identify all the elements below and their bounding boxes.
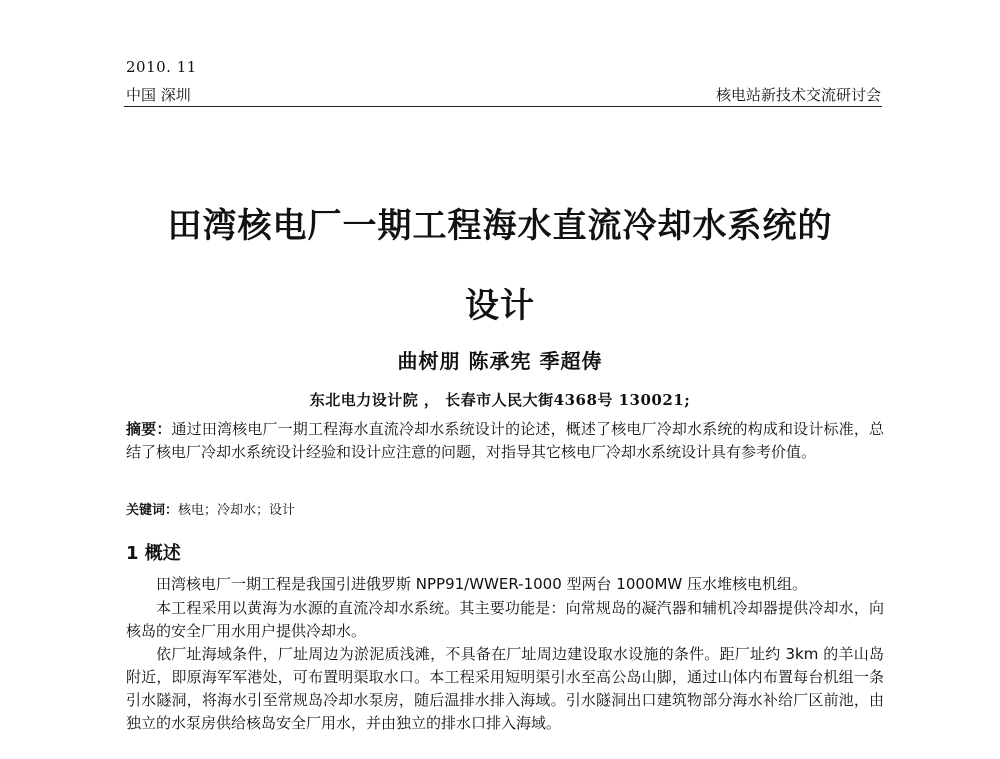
paper-title-line1: 田湾核电厂一期工程海水直流冷却水系统的 — [167, 206, 833, 246]
affiliation: 东北电力设计院 ， 长春市人民大街4368号 130021; — [309, 391, 691, 409]
paper-title-line2: 设计 — [465, 286, 535, 326]
section-heading: 1 概述 — [126, 543, 181, 564]
body-paragraph-3: 依厂址海域条件，厂址周边为淤泥质浅滩，不具备在厂址周边建设取水设施的条件。距厂址约 3km 的羊山岛附近，即原海军军港处，可布置明渠取水口。本工程采用短明渠引水至高公岛山脚，通过山体内布置每台机组一条引水隧洞，将海水引至常规岛冷却水泵房，随后温排水排入海域。引水隧洞出口建筑物部分海水补给厂区前池，由独立的水泵房供给核岛安全厂用水，并由独立的排水口排入海域。 — [126, 645, 884, 732]
abstract — [126, 418, 884, 464]
header-rule — [124, 106, 882, 107]
body-paragraph-2: 本工程采用以黄海为水源的直流冷却水系统。其主要功能是：向常规岛的凝汽器和辅机冷却器提供冷却水，向核岛的安全厂用水用户提供冷却水。 — [126, 599, 884, 640]
keywords — [126, 499, 295, 518]
abstract-text: 通过田湾核电厂一期工程海水直流冷却水系统设计的论述，概述了核电厂冷却水系统的构成和设计标准，总结了核电厂冷却水系统设计经验和设计应注意的问题，对指导其它核电厂冷却水系统设计具有参考价值。 — [126, 420, 884, 461]
authors: 曲树朋 陈承宪 季超俦 — [397, 349, 603, 373]
header-place: 中国 深圳 — [126, 86, 191, 104]
header-date: 2010. 11 — [126, 58, 197, 76]
abstract-label: 摘要： — [126, 420, 172, 438]
keywords-label: 关键词： — [126, 503, 179, 518]
header-conference: 核电站新技术交流研讨会 — [715, 86, 881, 104]
body-paragraph-1: 田湾核电厂一期工程是我国引进俄罗斯 NPP91/WWER-1000 型两台 1000MW 压水堆核电机组。 — [156, 575, 808, 593]
keywords-text: 核电；冷却水；设计 — [178, 503, 296, 518]
